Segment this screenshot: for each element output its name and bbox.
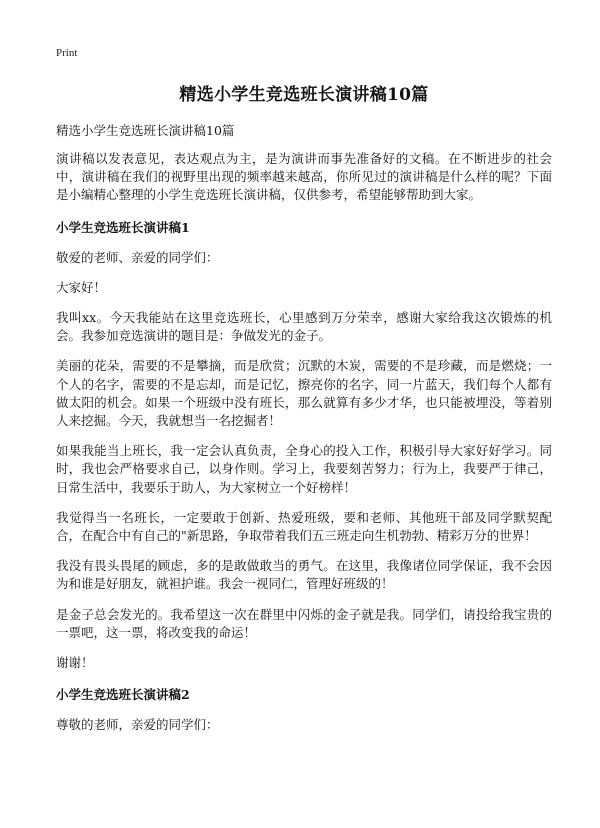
section1-paragraph: 我叫xx。今天我能站在这里竞选班长，心里感到万分荣幸，感谢大家给我这次锻炼的机会。我参加竞选演讲的题目是：争做发光的金子。 [56, 310, 552, 344]
section2-paragraph: 尊敬的老师，亲爱的同学们： [56, 717, 219, 733]
section1-paragraph: 美丽的花朵，需要的不是攀摘，而是欣赏；沉默的木炭，需要的不是珍藏，而是燃烧；一个人的名字，需要的不是忘却，而是记忆，擦亮你的名字，同一片蓝天，我们每个人都有做太阳的机会。如果一个班级中没有班长，那么就算有多少才华，也只能被埋没，等着别人来挖掘。今天，我就想当一名挖掘者！ [56, 358, 552, 429]
section1-paragraph: 如果我能当上班长，我一定会认真负责，全身心的投入工作，积极引导大家好好学习。同时，我也会严格要求自己，以身作则。学习上，我要刻苦努力；行为上，我要严于律己，日常生活中，我要乐于助人，为大家树立一个好榜样！ [56, 443, 552, 495]
section1-paragraph: 大家好！ [56, 279, 107, 295]
section1-paragraph: 敬爱的老师、亲爱的同学们： [56, 249, 219, 265]
section-heading-2: 小学生竞选班长演讲稿2 [56, 687, 190, 703]
section1-paragraph: 我没有畏头畏尾的顾虑，多的是敢做敢当的勇气。在这里，我像诸位同学保证，我不会因为和谁是好朋友，就袒护谁。我会一视同仁，管理好班级的！ [56, 558, 552, 592]
section-heading-1: 小学生竞选班长演讲稿1 [56, 219, 190, 235]
print-label: Print [56, 47, 78, 59]
document-subtitle: 精选小学生竞选班长演讲稿10篇 [56, 123, 235, 138]
section1-paragraph: 谢谢！ [56, 655, 94, 671]
intro-paragraph: 演讲稿以发表意见，表达观点为主，是为演讲而事先准备好的文稿。在不断进步的社会中，演讲稿在我们的视野里出现的频率越来越高，你所见过的演讲稿是什么样的呢？下面是小编精心整理的小学生竞选班长演讲稿，仅供参考，希望能够帮助到大家。 [56, 151, 552, 203]
document-body [56, 150, 552, 746]
section1-paragraph: 是金子总会发光的。我希望这一次在群里中闪烁的金子就是我。同学们，请投给我宝贵的一票吧，这一票，将改变我的命运！ [56, 606, 552, 640]
document-title: 精选小学生竞选班长演讲稿10篇 [179, 85, 429, 105]
section1-paragraph: 我觉得当一名班长，一定要敢于创新、热爱班级，要和老师、其他班干部及同学默契配合，在配合中有自己的"新思路，争取带着我们五三班走向生机勃勃、精彩万分的世界！ [56, 509, 552, 544]
